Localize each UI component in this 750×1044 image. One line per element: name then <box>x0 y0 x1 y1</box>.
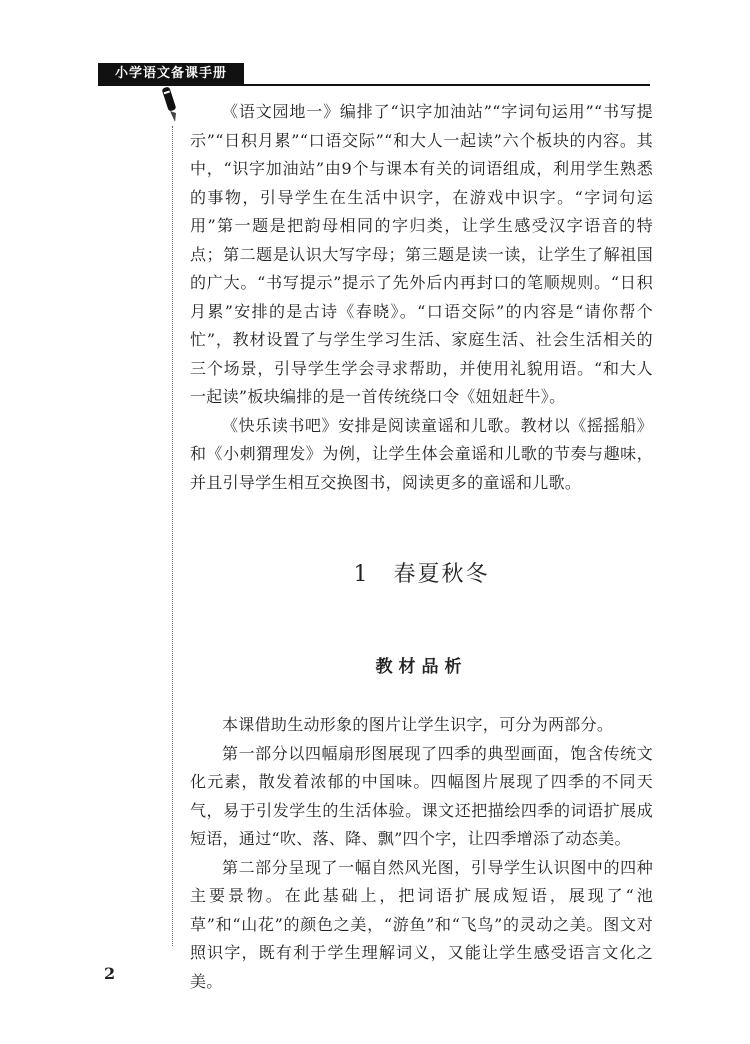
paragraph: 本课借助生动形象的图片让学生识字，可分为两部分。 <box>222 715 614 734</box>
analysis-text <box>190 711 653 996</box>
section-heading: 教材品析 <box>375 657 468 677</box>
paragraph: 第一部分以四幅扇形图展现了四季的典型画面，饱含传统文化元素，散发着浓郁的中国味。四幅图片展现了四季的不同天气，易于引发学生的生活体验。课文还把描绘四季的词语扩展成短语，通过“吹、落、降、飘”四个字，让四季增添了动态美。 <box>190 743 653 848</box>
paragraph: 第二部分呈现了一幅自然风光图，引导学生认识图中的四种主要景物。在此基础上，把词语扩展成短语，展现了“池草”和“山花”的颜色之美，“游鱼”和“飞鸟”的灵动之美。图文对照识字，既有利于学生理解词义，又能让学生感受语言文化之美。 <box>190 857 653 991</box>
paragraph: 《语文园地一》编排了“识字加油站”“字词句运用”“书写提示”“日积月累”“口语交际”“和大人一起读”六个板块的内容。其中，“识字加油站”由9个与课本有关的词语组成，利用学生熟悉的事物，引导学生在生活中识字，在游戏中识字。“字词句运用”第一题是把韵母相同的字归类，让学生感受汉字语音的特点；第二题是认识大写字母；第三题是读一读，让学生了解祖国的广大。“书写提示”提示了先外后内再封口的笔顺规则。“日积月累”安排的是古诗《春晓》。“口语交际”的内容是“请你帮个忙”，教材设置了与学生学习生活、家庭生活、社会生活相关的三个场景，引导学生学会寻求帮助，并使用礼貌用语。“和大人一起读”板块编排的是一首传统绕口令《妞妞赶牛》。 <box>190 102 653 406</box>
intro-text <box>190 98 653 497</box>
pen-icon <box>160 86 184 126</box>
margin-dotted-rule <box>172 126 173 946</box>
paragraph: 《快乐读书吧》安排是阅读童谣和儿歌。教材以《摇摇船》和《小刺猬理发》为例，让学生体会童谣和儿歌的节奏与趣味，并且引导学生相互交换图书，阅读更多的童谣和儿歌。 <box>190 415 653 492</box>
book-title-tab: 小学语文备课手册 <box>98 63 244 84</box>
page-number: 2 <box>104 964 116 983</box>
lesson-title: 1 春夏秋冬 <box>353 562 490 587</box>
